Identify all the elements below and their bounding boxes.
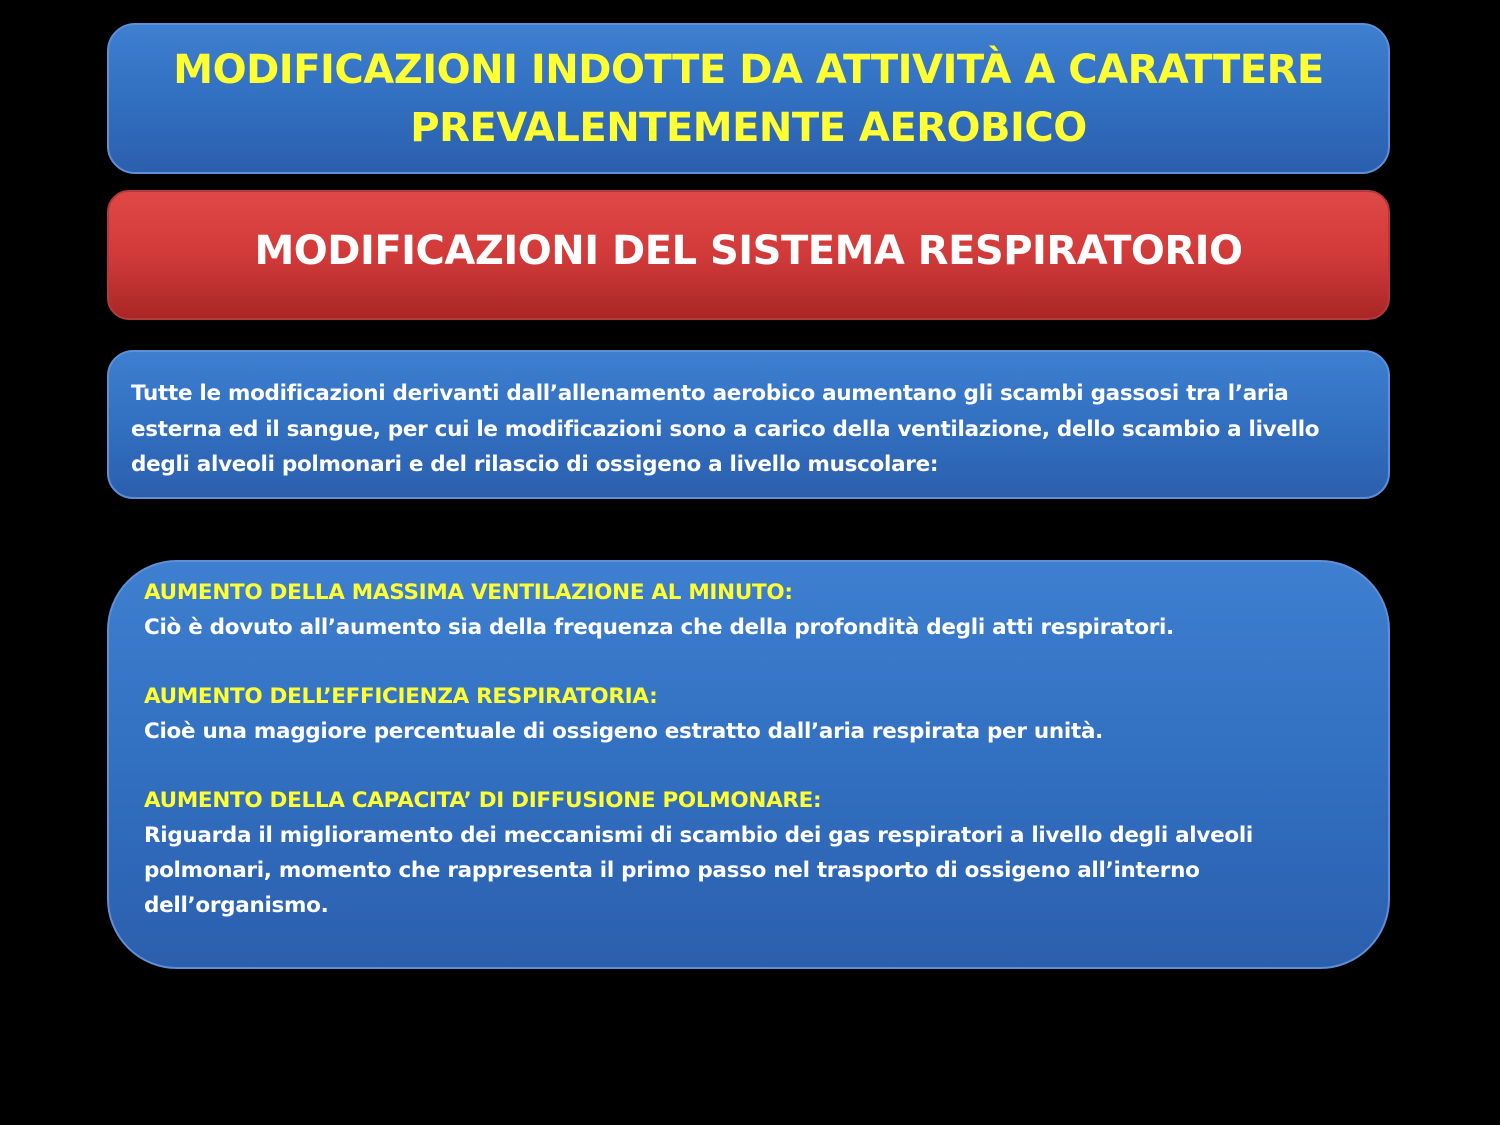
details-box xyxy=(107,560,1390,969)
list-item xyxy=(144,783,1348,923)
section-title-box xyxy=(107,190,1390,320)
item-heading: AUMENTO DELLA MASSIMA VENTILAZIONE AL MINUTO: xyxy=(144,580,793,605)
item-body: Riguarda il miglioramento dei meccanismi di scambio dei gas respiratori a livello degli alveoli polmonari, momento che rappresenta il primo passo nel trasporto di ossigeno all’interno dell’organismo. xyxy=(144,823,1253,918)
item-body: Cioè una maggiore percentuale di ossigeno estratto dall’aria respirata per unità. xyxy=(144,719,1104,744)
item-heading: AUMENTO DELLA CAPACITA’ DI DIFFUSIONE POLMONARE: xyxy=(144,788,822,813)
intro-text: Tutte le modificazioni derivanti dall’allenamento aerobico aumentano gli scambi gassosi tra l’aria esterna ed il sangue, per cui le modificazioni sono a carico della ventilazione, dello scambio a livello degli alveoli polmonari e del rilascio di ossigeno a livello muscolare: xyxy=(131,381,1320,477)
intro-box xyxy=(107,350,1390,499)
list-item xyxy=(144,575,1348,645)
slide-title-box xyxy=(107,23,1390,174)
section-title: MODIFICAZIONI DEL SISTEMA RESPIRATORIO xyxy=(254,228,1243,274)
item-body: Ciò è dovuto all’aumento sia della frequenza che della profondità degli atti respiratori. xyxy=(144,615,1174,640)
slide-title-line-2: PREVALENTEMENTE AEROBICO xyxy=(410,104,1087,151)
slide-title-line-1: MODIFICAZIONI INDOTTE DA ATTIVITÀ A CARATTERE xyxy=(173,46,1324,93)
list-item xyxy=(144,679,1348,749)
item-heading: AUMENTO DELL’EFFICIENZA RESPIRATORIA: xyxy=(144,684,658,709)
